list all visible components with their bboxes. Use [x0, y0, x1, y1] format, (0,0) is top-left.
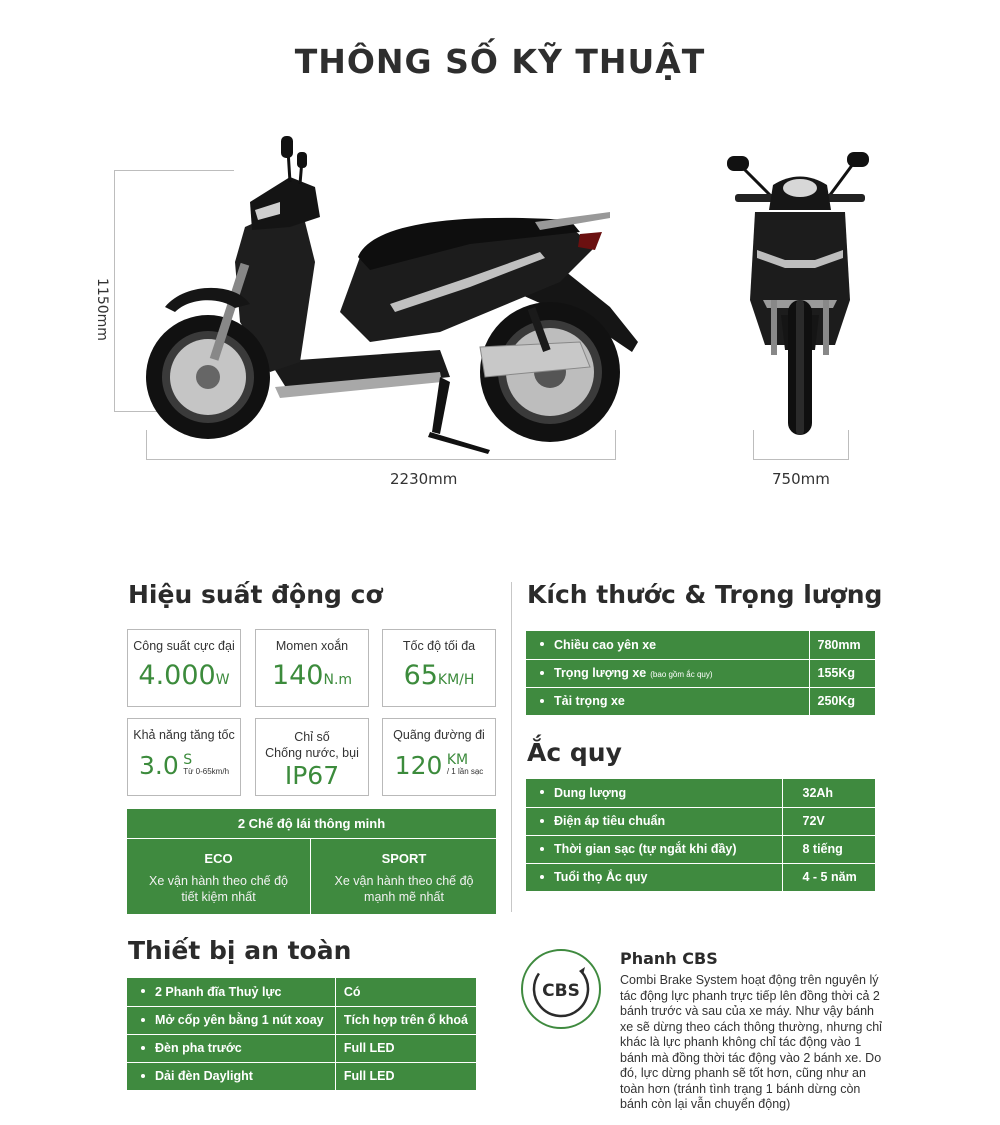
stat-unit: KM/H: [437, 672, 475, 688]
row-label: Dải đèn Daylight: [155, 1069, 253, 1084]
bullet-icon: [141, 1018, 145, 1022]
stat-unit: W: [215, 672, 230, 688]
width-dimension-label: 750mm: [772, 470, 830, 488]
bullet-icon: [540, 819, 544, 823]
stat-waterproof: [255, 718, 369, 796]
driving-modes-panel: [127, 809, 496, 914]
safety-heading: Thiết bị an toàn: [128, 936, 352, 965]
stat-range: [382, 718, 496, 796]
row-label: Dung lượng: [554, 785, 627, 800]
table-row: [526, 835, 875, 863]
row-value: Full LED: [335, 1034, 476, 1062]
stat-value: 120: [394, 751, 443, 780]
performance-heading: Hiệu suất động cơ: [128, 580, 383, 609]
row-label: Đèn pha trước: [155, 1041, 242, 1055]
mode-sport: [312, 839, 496, 914]
row-value: 8 tiếng: [782, 835, 875, 863]
row-value: 250Kg: [809, 687, 875, 715]
scooter-front-view: [725, 150, 875, 440]
bullet-icon: [540, 671, 544, 675]
bullet-icon: [141, 1046, 145, 1050]
bullet-icon: [540, 875, 544, 879]
stat-value: 140: [271, 660, 324, 691]
row-value: 72V: [782, 807, 875, 835]
bullet-icon: [540, 699, 544, 703]
row-label: Chiều cao yên xe: [554, 637, 657, 652]
stat-label: Chỉ số: [294, 730, 330, 744]
table-row: [526, 659, 875, 687]
stat-value: 3.0: [138, 751, 179, 780]
size-weight-heading: Kích thước & Trọng lượng: [527, 580, 883, 609]
stat-unit: S: [183, 752, 193, 768]
row-value: Tích hợp trên ổ khoá: [335, 1006, 476, 1034]
row-value: 32Ah: [782, 779, 875, 807]
bullet-icon: [540, 790, 544, 794]
row-note: (bao gồm ắc quy): [650, 670, 713, 679]
table-row: [526, 779, 875, 807]
stat-value: IP67: [284, 761, 340, 790]
row-label: 2 Phanh đĩa Thuỷ lực: [155, 984, 282, 999]
bullet-icon: [540, 642, 544, 646]
stat-label: Khả năng tăng tốc: [133, 728, 235, 742]
mode-desc-2: mạnh mẽ nhất: [364, 890, 444, 904]
row-value: Có: [335, 978, 476, 1006]
row-label: Điện áp tiêu chuẩn: [554, 814, 666, 828]
battery-heading: Ắc quy: [527, 738, 622, 767]
table-row: [526, 863, 875, 891]
stat-label-2: Chống nước, bụi: [265, 746, 359, 760]
column-divider: [511, 582, 512, 912]
table-row: [526, 631, 875, 659]
table-row: [127, 1034, 476, 1062]
stat-label: Momen xoắn: [275, 639, 349, 653]
cbs-title: Phanh CBS: [620, 949, 718, 968]
stat-max-power: [127, 629, 241, 707]
bullet-icon: [141, 989, 145, 993]
stat-value: 4.000: [138, 660, 216, 691]
stat-unit: KM: [446, 752, 469, 768]
driving-modes-heading: 2 Chế độ lái thông minh: [127, 809, 496, 839]
table-row: [526, 687, 875, 715]
row-value: Full LED: [335, 1062, 476, 1090]
row-label: Trọng lượng xe: [554, 666, 647, 680]
mode-desc: Xe vận hành theo chế độ: [334, 874, 474, 888]
page-title: THÔNG SỐ KỸ THUẬT: [294, 42, 706, 81]
stat-label: Công suất cực đại: [133, 639, 235, 653]
stat-sub: / 1 lần sạc: [446, 767, 484, 776]
height-dimension-label: 1150mm: [94, 278, 110, 341]
row-label: Mở cốp yên bằng 1 nút xoay: [155, 1013, 324, 1027]
stat-value: 65: [403, 660, 438, 691]
cbs-badge-text: CBS: [542, 981, 580, 1001]
stat-label: Quãng đường đi: [393, 728, 485, 742]
size-weight-table: [526, 631, 875, 715]
table-row: [127, 1006, 476, 1034]
row-label: Tuổi thọ Ắc quy: [554, 870, 648, 885]
table-row: [127, 978, 476, 1006]
mode-eco: [127, 839, 311, 914]
cbs-description: Combi Brake System hoạt động trên nguyên lý tác động lực phanh trực tiếp lên đồng thời cả 2 bánh trước và sau của xe máy. Như vậy bánh xe sẽ dừng theo cách thông thường, nhưng chỉ khác là lực phanh không chỉ tác động vào 1 bánh mà đồng thời tác động vào 2 bánh xe. Do đó, lực dừng phanh sẽ tốt hơn, cũng như an toàn hơn (tránh tình trạng 1 bánh dừng còn bánh còn lại vẫn chuyển động): [620, 973, 882, 1111]
stat-sub: Từ 0-65km/h: [183, 767, 230, 776]
stat-acceleration: [127, 718, 241, 796]
table-row: [127, 1062, 476, 1090]
bullet-icon: [141, 1074, 145, 1078]
stat-label: Tốc độ tối đa: [402, 639, 476, 653]
safety-table: [127, 978, 476, 1090]
row-value: 780mm: [809, 631, 875, 659]
row-label: Tải trọng xe: [554, 694, 625, 709]
row-label: Thời gian sạc (tự ngắt khi đầy): [554, 842, 737, 856]
row-value: 4 - 5 năm: [782, 863, 875, 891]
battery-table: [526, 779, 875, 891]
stat-unit: N.m: [323, 672, 353, 688]
stat-torque: [255, 629, 369, 707]
row-value: 155Kg: [809, 659, 875, 687]
scooter-side-view: [140, 132, 650, 457]
bullet-icon: [540, 847, 544, 851]
stat-top-speed: [382, 629, 496, 707]
table-row: [526, 807, 875, 835]
mode-desc-2: tiết kiệm nhất: [181, 890, 256, 904]
cbs-brake-icon: [521, 949, 601, 1029]
mode-name: ECO: [204, 851, 233, 866]
mode-name: SPORT: [381, 851, 427, 866]
length-dimension-label: 2230mm: [390, 470, 458, 488]
mode-desc: Xe vận hành theo chế độ: [148, 874, 288, 888]
